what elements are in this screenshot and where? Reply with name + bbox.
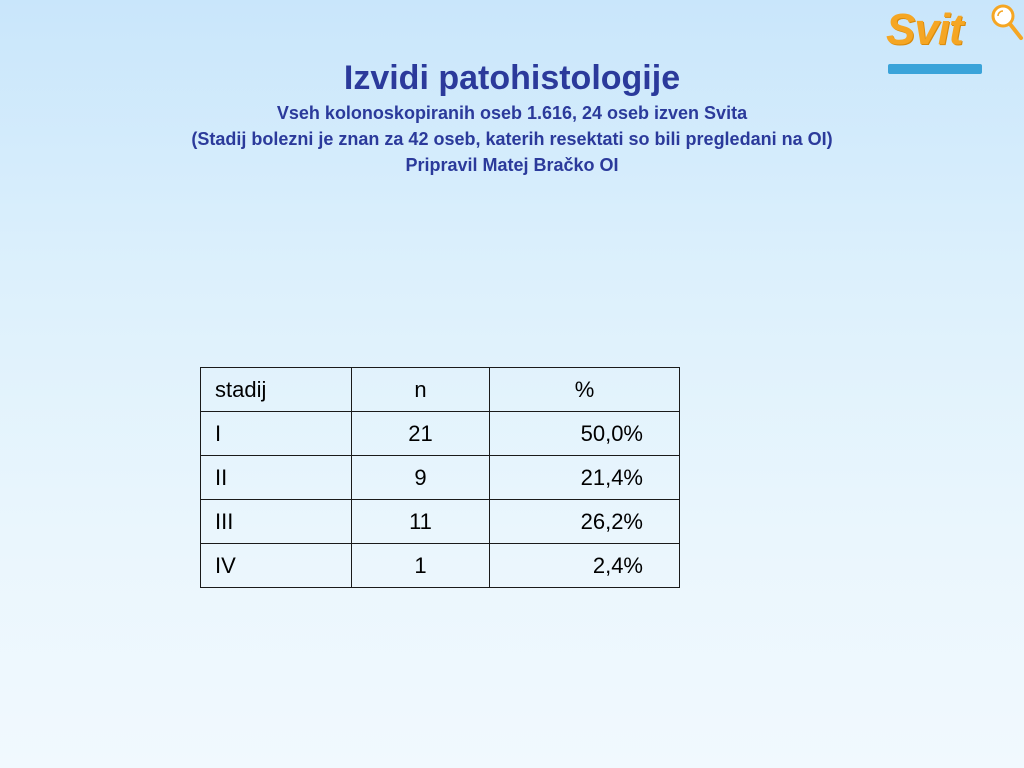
header-stadij: stadij bbox=[201, 368, 352, 412]
title-block bbox=[0, 56, 1024, 178]
table-header-row bbox=[201, 368, 680, 412]
cell-percent: 21,4% bbox=[490, 456, 680, 500]
page-title: Izvidi patohistologije bbox=[343, 59, 681, 97]
subtitle-line-1: Vseh kolonoskopiranih oseb 1.616, 24 oseb izven Svita bbox=[276, 103, 748, 123]
cell-stadij: III bbox=[201, 500, 352, 544]
cell-percent: 26,2% bbox=[490, 500, 680, 544]
table-row bbox=[201, 412, 680, 456]
cell-stadij: I bbox=[201, 412, 352, 456]
table-row bbox=[201, 500, 680, 544]
cell-stadij: II bbox=[201, 456, 352, 500]
cell-stadij: IV bbox=[201, 544, 352, 588]
subtitle-line-2: (Stadij bolezni je znan za 42 oseb, katerih resektati so bili pregledani na OI) bbox=[191, 129, 833, 149]
cell-percent: 50,0% bbox=[490, 412, 680, 456]
cell-percent: 2,4% bbox=[490, 544, 680, 588]
header-n: n bbox=[352, 368, 490, 412]
cell-n: 11 bbox=[352, 500, 490, 544]
cell-n: 1 bbox=[352, 544, 490, 588]
magnifier-icon bbox=[988, 2, 1024, 42]
logo-text: Svit bbox=[886, 5, 963, 54]
header-percent: % bbox=[490, 368, 680, 412]
table-row bbox=[201, 456, 680, 500]
cell-n: 9 bbox=[352, 456, 490, 500]
stage-table bbox=[200, 367, 680, 588]
table-row bbox=[201, 544, 680, 588]
cell-n: 21 bbox=[352, 412, 490, 456]
subtitle-line-3: Pripravil Matej Bračko OI bbox=[405, 155, 619, 175]
